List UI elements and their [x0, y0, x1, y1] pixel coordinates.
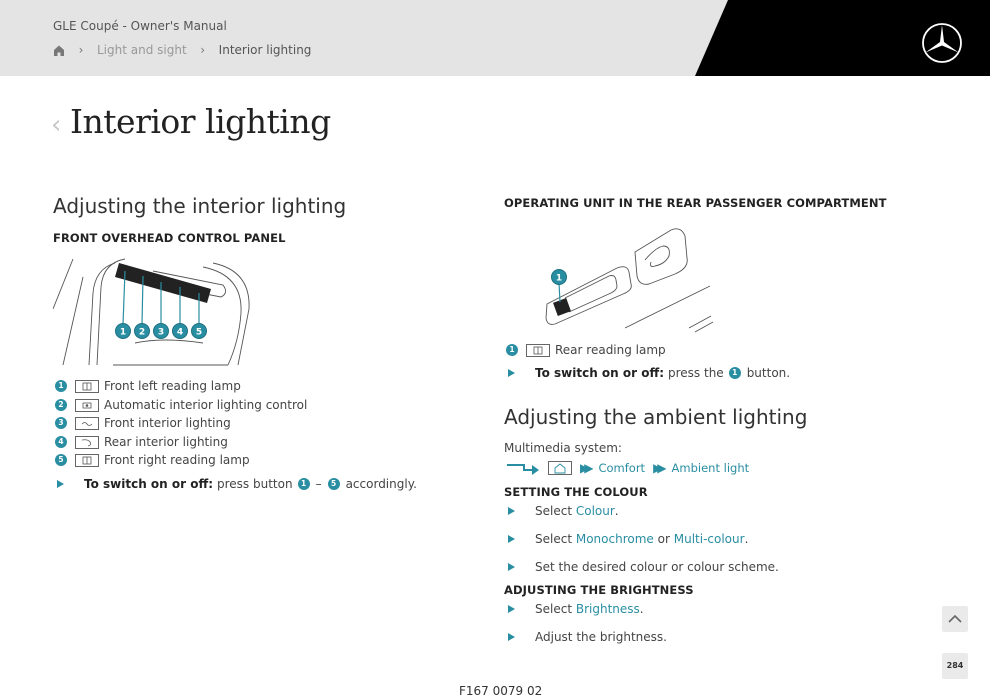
multimedia-label: Multimedia system:	[504, 441, 622, 455]
instruction-text: accordingly.	[345, 477, 417, 491]
chevron-right-icon: ›	[78, 43, 84, 57]
diagram-callout: 2	[138, 327, 146, 338]
reading-lamp-icon	[526, 344, 550, 357]
page-number-badge: 284	[942, 653, 968, 679]
rear-operating-unit-diagram	[545, 228, 715, 333]
step-text: Set the desired colour or colour scheme.	[535, 560, 779, 574]
menu-link-multicolour[interactable]: Multi-colour	[673, 532, 745, 546]
instruction-step	[508, 503, 619, 519]
step-text: Adjust the brightness.	[535, 630, 667, 644]
diagram-callout: 3	[157, 327, 165, 338]
step-arrow-icon	[508, 563, 515, 571]
menu-link-monochrome[interactable]: Monochrome	[575, 532, 654, 546]
legend-item	[506, 342, 666, 358]
reading-lamp-icon	[75, 380, 99, 393]
footer-code: F167 0079 02	[459, 684, 543, 698]
double-chevron-icon: ▶▶	[580, 461, 589, 475]
instruction-step	[508, 629, 667, 645]
step-arrow-icon	[508, 633, 515, 641]
subheading-rear-unit: OPERATING UNIT IN THE REAR PASSENGER COMPARTMENT	[504, 196, 887, 210]
breadcrumb-link[interactable]: Light and sight	[97, 43, 187, 57]
menu-link-comfort[interactable]: Comfort	[598, 461, 646, 475]
callout-number: 1	[506, 344, 518, 356]
step-text: Select	[535, 504, 573, 518]
breadcrumb-current: Interior lighting	[218, 43, 312, 57]
legend-item	[55, 452, 250, 468]
instruction-step	[508, 531, 748, 547]
step-text: .	[614, 504, 619, 518]
legend-label: Rear interior lighting	[104, 435, 228, 449]
instruction-text: press the	[668, 366, 724, 380]
step-text: .	[744, 532, 749, 546]
legend-item	[55, 434, 228, 450]
section-heading-ambient: Adjusting the ambient lighting	[504, 405, 808, 429]
instruction-text: button.	[746, 366, 791, 380]
legend-label: Front right reading lamp	[104, 453, 250, 467]
callout-number: 5	[55, 454, 67, 466]
back-chevron-icon[interactable]: ‹	[51, 110, 62, 140]
step-text: Select	[535, 602, 573, 616]
breadcrumb	[53, 41, 311, 59]
legend-item	[55, 415, 231, 431]
scroll-to-top-button[interactable]	[942, 606, 968, 632]
step-arrow-icon	[508, 605, 515, 613]
legend-label: Front interior lighting	[104, 416, 231, 430]
instruction-dash: –	[315, 477, 322, 491]
auto-lighting-icon	[75, 399, 99, 412]
section-heading-interior: Adjusting the interior lighting	[53, 194, 347, 218]
home-icon[interactable]	[548, 461, 572, 475]
home-icon[interactable]	[53, 44, 65, 57]
page-title: Interior lighting	[70, 102, 331, 141]
instruction-step	[508, 559, 779, 575]
diagram-callout: 5	[195, 327, 203, 338]
instruction-step	[508, 601, 644, 617]
manual-title: GLE Coupé - Owner's Manual	[53, 19, 227, 33]
instruction-step	[57, 476, 417, 492]
instruction-bold: To switch on or off:	[84, 477, 213, 491]
front-lighting-icon	[75, 417, 99, 430]
instruction-step	[508, 365, 790, 381]
menu-link-ambient[interactable]: Ambient light	[671, 461, 750, 475]
menu-arrow-icon	[506, 461, 542, 475]
menu-path	[506, 459, 749, 477]
subheading-front-panel: FRONT OVERHEAD CONTROL PANEL	[53, 231, 286, 245]
callout-number: 2	[55, 399, 67, 411]
mercedes-star-logo[interactable]	[921, 22, 963, 64]
diagram-callout: 1	[119, 327, 127, 338]
callout-number: 3	[55, 417, 67, 429]
step-arrow-icon	[57, 480, 64, 488]
callout-number: 4	[55, 436, 67, 448]
double-chevron-icon: ▶▶	[653, 461, 662, 475]
legend-label: Automatic interior lighting control	[104, 398, 308, 412]
subheading-colour: SETTING THE COLOUR	[504, 485, 648, 499]
callout-number: 5	[328, 478, 340, 490]
callout-number: 1	[729, 367, 741, 379]
chevron-up-icon	[942, 606, 968, 632]
instruction-text: press button	[217, 477, 293, 491]
step-text: .	[639, 602, 644, 616]
chevron-right-icon: ›	[200, 43, 206, 57]
header-black-panel	[0, 0, 990, 76]
callout-number: 1	[55, 380, 67, 392]
step-text: Select	[535, 532, 573, 546]
step-arrow-icon	[508, 369, 515, 377]
legend-label: Front left reading lamp	[104, 379, 241, 393]
callout-number: 1	[298, 478, 310, 490]
legend-item	[55, 378, 241, 394]
diagram-callout: 1	[555, 273, 563, 284]
menu-link-colour[interactable]: Colour	[575, 504, 615, 518]
legend-label: Rear reading lamp	[555, 343, 666, 357]
step-arrow-icon	[508, 507, 515, 515]
instruction-bold: To switch on or off:	[535, 366, 664, 380]
front-overhead-panel-diagram	[53, 257, 268, 369]
reading-lamp-icon	[75, 454, 99, 467]
subheading-brightness: ADJUSTING THE BRIGHTNESS	[504, 583, 694, 597]
diagram-callout: 4	[176, 327, 184, 338]
menu-link-brightness[interactable]: Brightness	[575, 602, 640, 616]
step-arrow-icon	[508, 535, 515, 543]
legend-item	[55, 397, 307, 413]
rear-lighting-icon	[75, 436, 99, 449]
step-text: or	[657, 532, 670, 546]
